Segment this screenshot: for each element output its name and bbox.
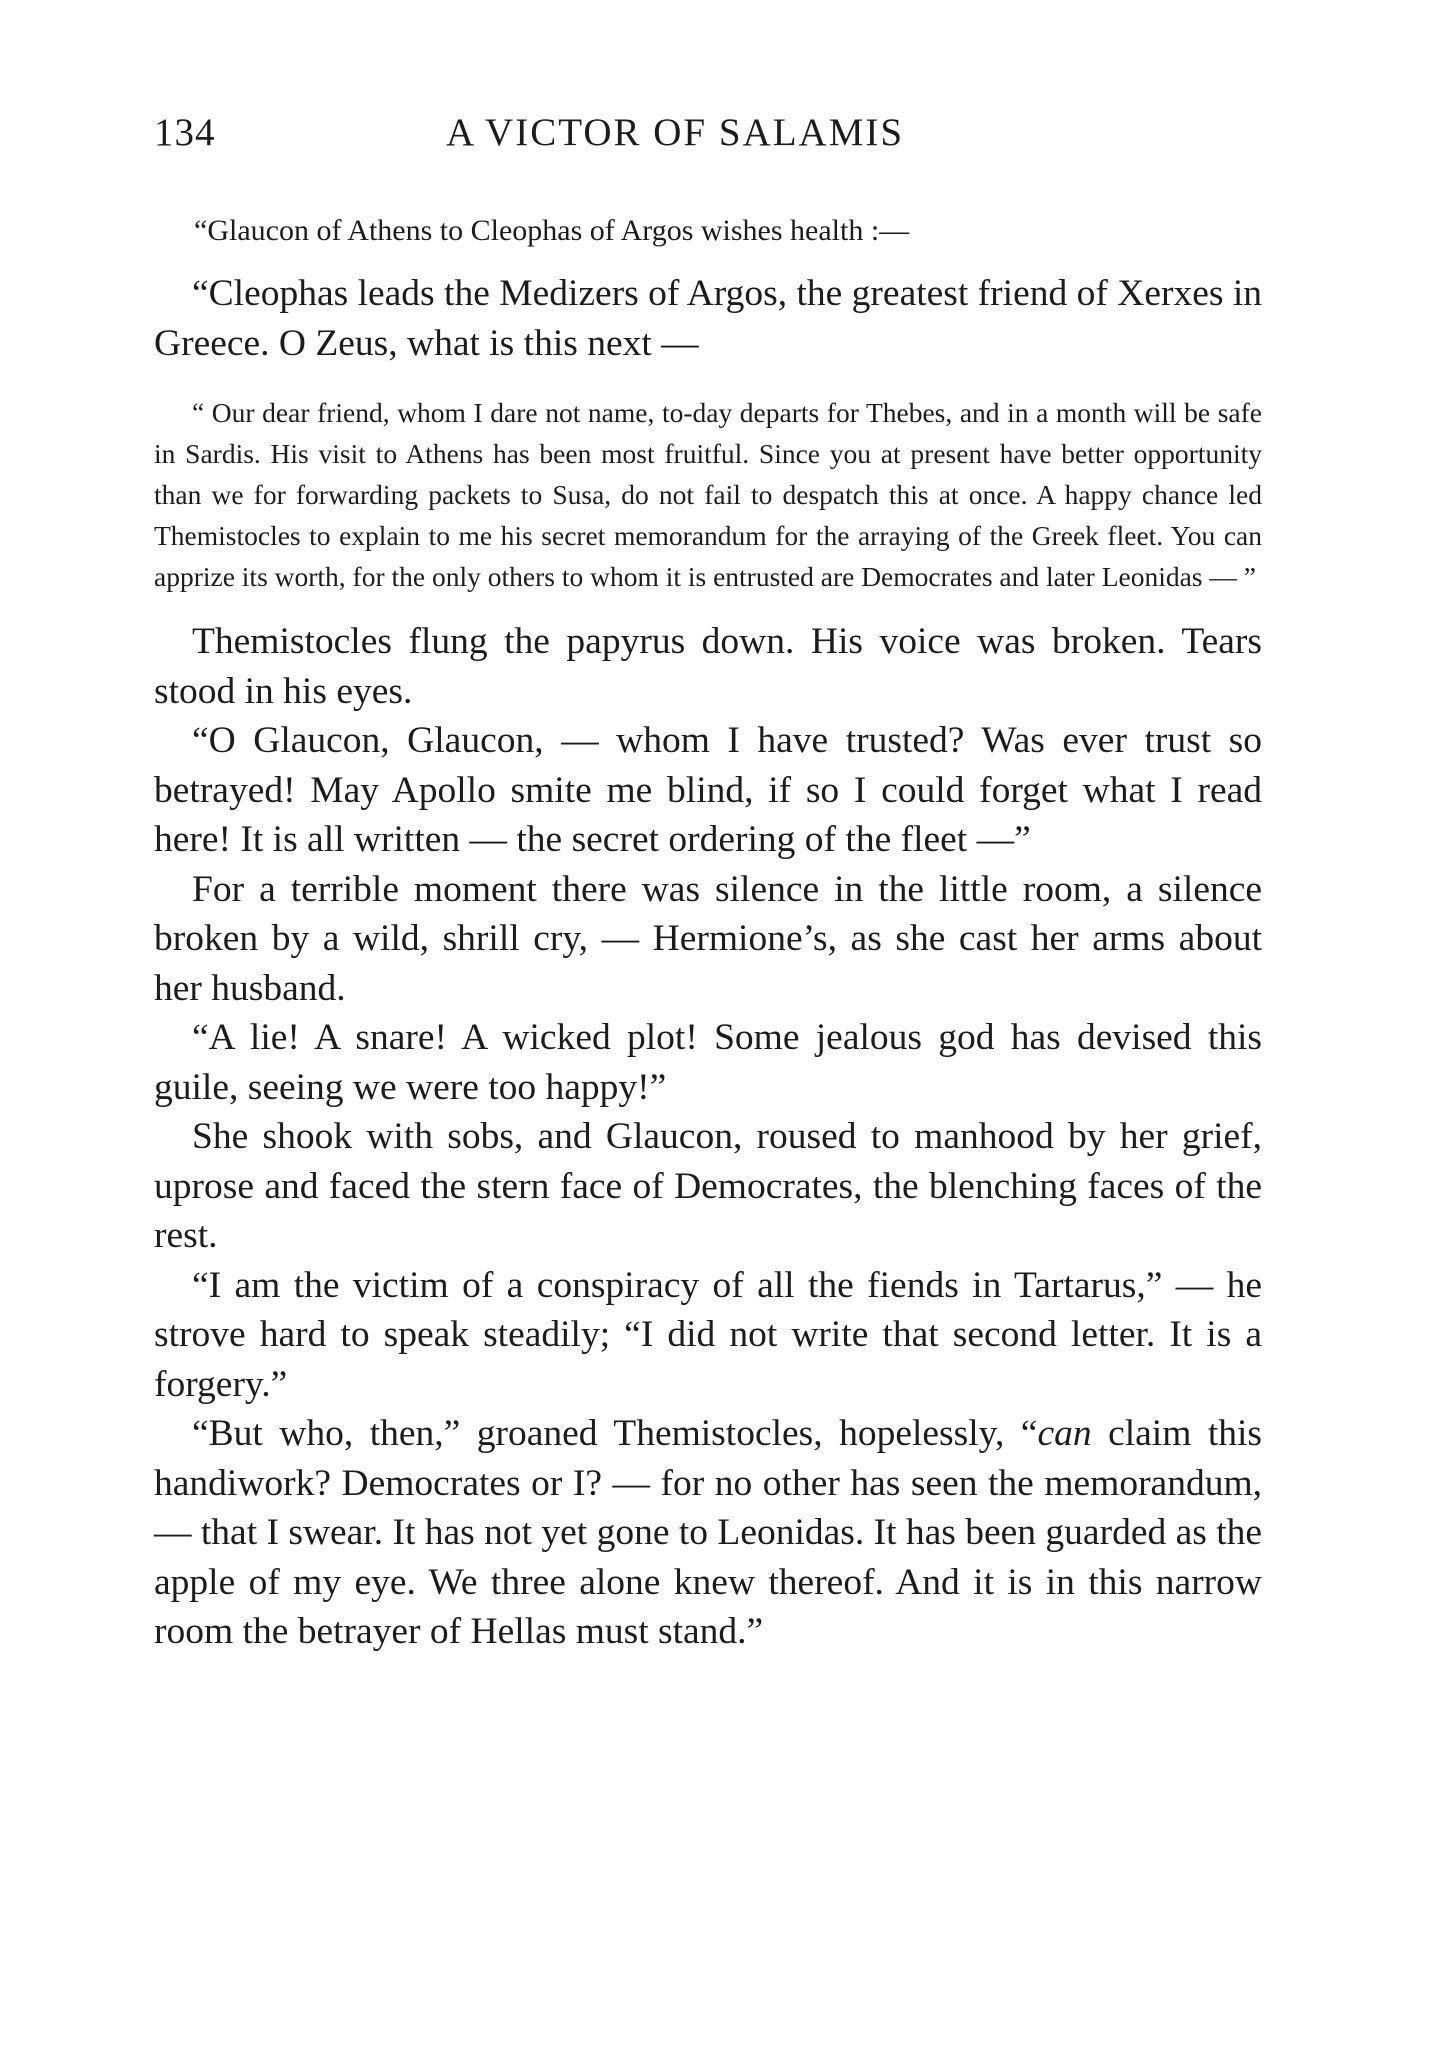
- emphasized-word: can: [1037, 1413, 1092, 1454]
- paragraph: [154, 1409, 1262, 1657]
- paragraph: “Cleophas leads the Medizers of Argos, the greatest friend of Xerxes in Greece. O Zeus, what is this next —: [154, 273, 1262, 364]
- paragraph: “O Glaucon, Glaucon, — whom I have trusted? Was ever trust so betrayed! May Apollo smite me blind, if so I could forget what I read here! It is all written — the secret ordering of the fleet —”: [154, 720, 1262, 860]
- paragraph-text: claim this handiwork? Democrates or I? — for no other has seen the memorandum, — that I swear. It has not yet gone to Leonidas. It has been guarded as the apple of my eye. We three alone knew thereof. And it is in this narrow room the betrayer of Hellas must stand.”: [154, 1413, 1263, 1652]
- paragraph: “I am the victim of a conspiracy of all the fiends in Tartarus,” — he strove hard to speak steadily; “I did not write that second letter. It is a forgery.”: [154, 1264, 1262, 1405]
- paragraph: For a terrible moment there was silence in the little room, a silence broken by a wild, shrill cry, — Hermione’s, as she cast her arms about her husband.: [154, 868, 1262, 1009]
- paragraph: She shook with sobs, and Glaucon, roused to manhood by her grief, uprose and faced the stern face of Democrates, the blenching faces of the rest.: [154, 1116, 1262, 1256]
- book-page: [154, 96, 1262, 1657]
- quoted-letter: “ Our dear friend, whom I dare not name, to-day departs for Thebes, and in a month will be safe in Sardis. His visit to Athens has been most fruitful. Since you at present have better opportunity than we for forwarding packets to Susa, do not fail to despatch this at once. A happy chance led Themistocles to explain to me his secret memorandum for the arraying of the Greek fleet. You can apprize its worth, for the only others to whom it is entrusted are Democrates and later Leonidas — ”: [154, 397, 1262, 592]
- paragraph: “A lie! A snare! A wicked plot! Some jealous god has devised this guile, seeing we were too happy!”: [154, 1017, 1262, 1108]
- letter-salutation: “Glaucon of Athens to Cleophas of Argos wishes health :—: [194, 214, 910, 247]
- running-title: A VICTOR OF SALAMIS: [446, 111, 905, 154]
- page-header: [154, 96, 1262, 156]
- page-number: 134: [154, 111, 216, 154]
- paragraph: Themistocles flung the papyrus down. His voice was broken. Tears stood in his eyes.: [154, 621, 1262, 712]
- paragraph-text: “But who, then,” groaned Themistocles, hopelessly, “: [192, 1413, 1038, 1454]
